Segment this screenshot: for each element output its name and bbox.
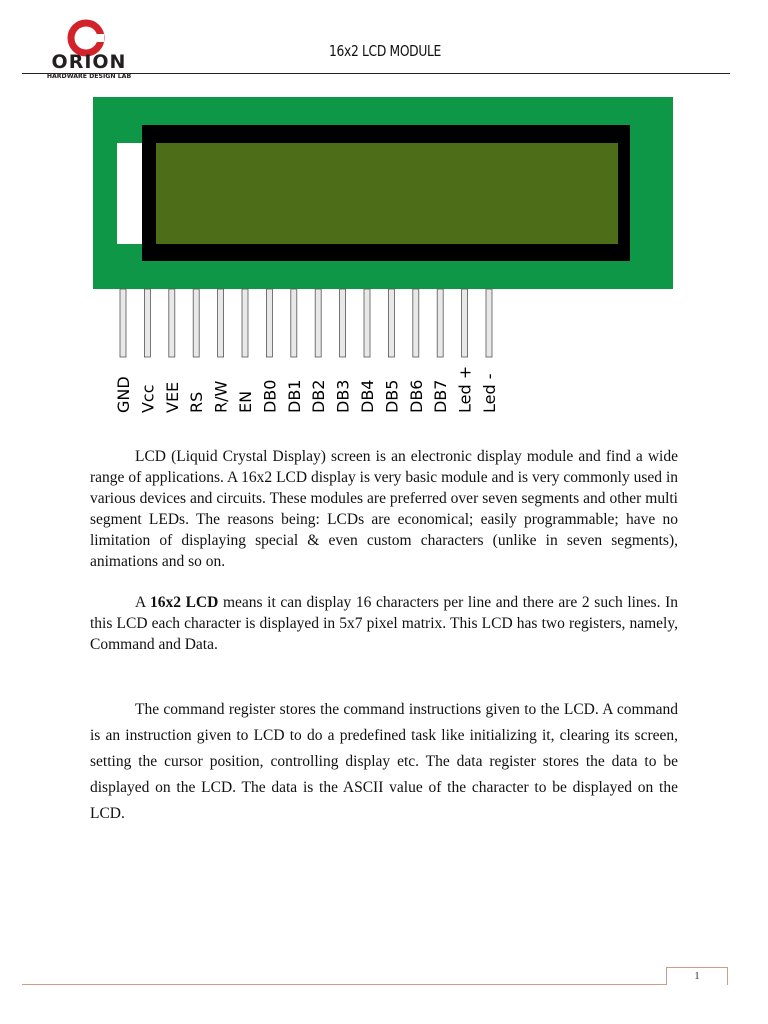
lcd-pin [242,289,248,357]
lcd-pin-label: Vcc [138,384,158,413]
lcd-pin-label: GND [114,376,133,413]
footer-divider [22,984,728,985]
lcd-pin [413,289,419,357]
lcd-pin [169,289,175,357]
lcd-pin-label: DB4 [358,379,377,413]
lcd-pin-label: DB3 [333,379,353,413]
lcd-pin [388,289,394,357]
lcd-pins [120,289,492,357]
paragraph-16x2 [90,592,678,655]
page-number: 1 [666,967,728,985]
lcd-pin [364,289,370,357]
paragraph-intro [90,446,678,572]
lcd-pin [315,289,321,357]
lcd-pin [193,289,199,357]
page-title: 16x2 LCD MODULE [329,42,441,60]
lcd-pin-label: DB1 [284,379,304,413]
lcd-pin [437,289,443,357]
lcd-pin-label: Led + [455,365,475,413]
paragraph-intro-text: LCD (Liquid Crystal Display) screen is an electronic display module and find a wide range of applications. A 16x2 LCD display is very basic module and is very commonly used in various devices and circuits. These modules are preferred over seven segments and other multi segment LEDs. The reasons being: LCDs are economical; easily programmable; have no limitation of displaying special & even custom characters (unlike in seven segments), animations and so on. [90,448,678,570]
lcd-pin-label: DB0 [260,379,280,413]
p2-before: A [135,594,150,611]
lcd-pin-label: R/W [211,380,231,413]
lcd-pin-label: EN [236,390,255,413]
lcd-pin [462,289,468,357]
paragraph-registers-text: The command register stores the command instructions given to the LCD. A command is an instruction given to LCD to do a predefined task like initializing it, clearing its screen, setting the cursor position, controlling display etc. The data register stores the data to be displayed on the LCD. The data is the ASCII value of the character to be displayed on the LCD. [90,701,678,822]
lcd-connector [117,143,142,244]
lcd-pin-label: DB2 [309,379,329,413]
lcd-pin-label: DB7 [431,379,451,413]
p2-bold: 16x2 LCD [149,594,219,611]
lcd-pin-label: RS [187,391,207,413]
paragraph-registers [90,697,678,827]
logo-brand: ORION [51,51,127,73]
lcd-module-diagram [0,0,768,440]
logo-tagline: HARDWARE DESIGN LAB [46,73,132,80]
lcd-pin [218,289,224,357]
lcd-pin [120,289,126,357]
lcd-pin [144,289,150,357]
lcd-pin-label: DB5 [382,379,402,413]
lcd-pin [340,289,346,357]
lcd-pin-label: Led - [480,373,499,413]
lcd-pin [291,289,297,357]
p2-after: means it can display 16 characters per line and there are 2 such lines. In this LCD each character is displayed in 5x7 pixel matrix. This LCD has two registers, namely, Command and Data. [90,594,678,653]
lcd-pin [266,289,272,357]
lcd-pin [486,289,492,357]
lcd-pin-label: VEE [162,381,182,413]
lcd-screen [156,143,618,244]
lcd-pin-labels [114,366,499,413]
lcd-pin-label: DB6 [406,379,426,413]
